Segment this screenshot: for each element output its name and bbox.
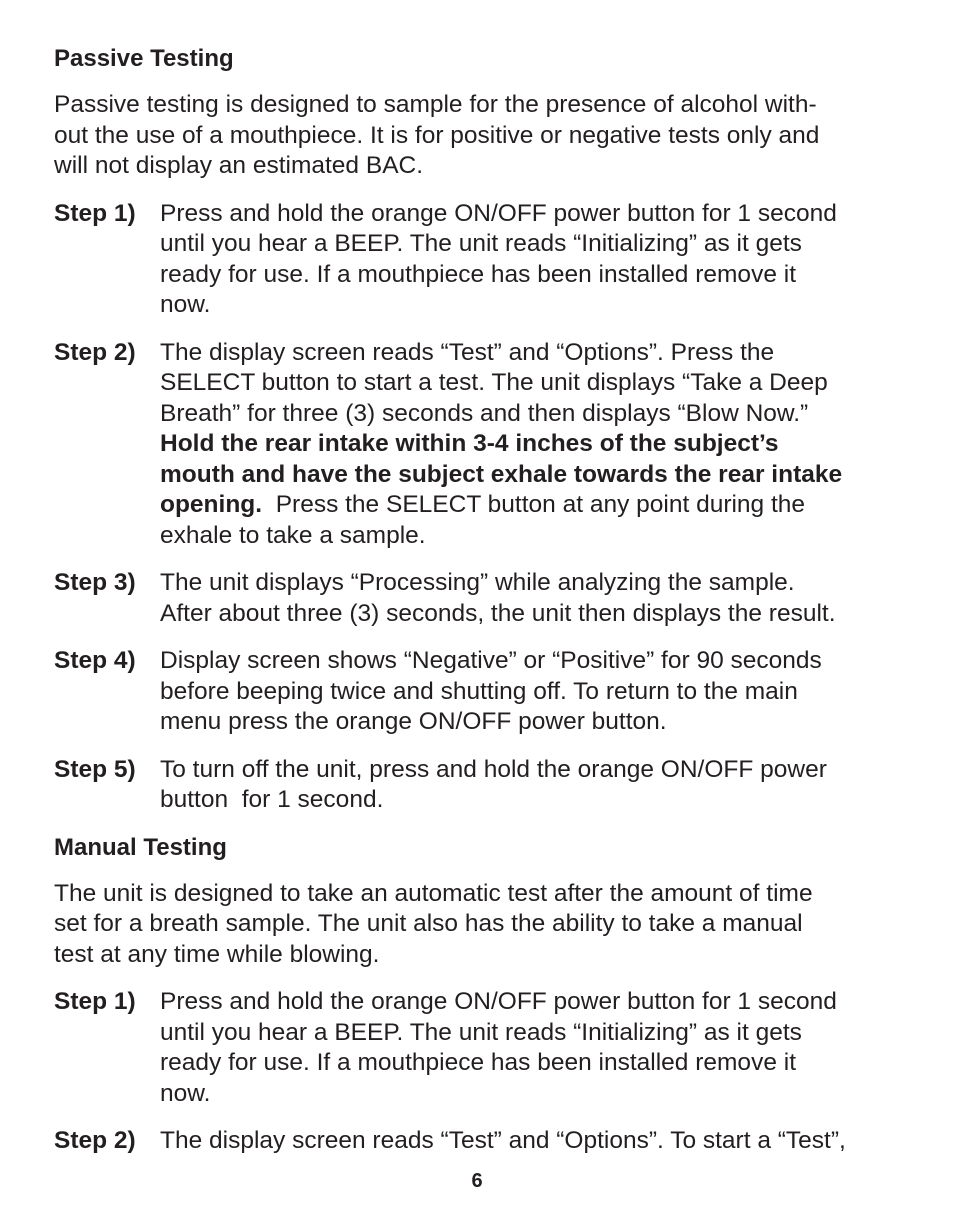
text-line: menu press the orange ON/OFF power button. xyxy=(160,708,667,735)
step-label: Step 4) xyxy=(54,647,136,674)
step-label: Step 2) xyxy=(54,338,136,366)
text-line: The display screen reads “Test” and “Options”. Press the xyxy=(160,338,775,366)
text-line: SELECT button to start a test. The unit displays “Take a Deep xyxy=(160,369,828,396)
section-heading-manual-testing: Manual Testing xyxy=(54,833,227,861)
bold-text-line: mouth and have the subject exhale towards the rear intake xyxy=(160,460,843,488)
text-line: until you hear a BEEP. The unit reads “Initializing” as it gets xyxy=(160,1018,802,1046)
step-label: Step 2) xyxy=(54,1127,136,1154)
manual-step-1 xyxy=(54,987,914,1109)
text-line: test at any time while blowing. xyxy=(54,940,380,968)
passive-step-5 xyxy=(54,755,914,816)
passive-step-3 xyxy=(54,568,914,629)
text-line: ready for use. If a mouthpiece has been installed remove it xyxy=(160,260,796,288)
text-line: now. xyxy=(160,1079,211,1107)
step-label: Step 5) xyxy=(54,755,136,783)
bold-text: opening. xyxy=(160,491,263,518)
passive-step-4 xyxy=(54,646,914,738)
bold-text-line: Hold the rear intake within 3-4 inches of the subject’s xyxy=(160,430,779,457)
passive-step-1 xyxy=(54,199,914,321)
text-line: out the use of a mouthpiece. It is for positive or negative tests only and xyxy=(54,121,820,149)
text-line: Breath” for three (3) seconds and then displays “Blow Now.” xyxy=(160,399,809,427)
text-line: now. xyxy=(160,291,211,318)
text-line: The unit is designed to take an automatic test after the amount of time xyxy=(54,879,813,907)
text-line: The display screen reads “Test” and “Options”. To start a “Test”, xyxy=(160,1127,846,1154)
mixed-text-line xyxy=(160,490,914,521)
text-line: until you hear a BEEP. The unit reads “Initializing” as it gets xyxy=(160,230,802,257)
passive-step-2 xyxy=(54,338,914,552)
regular-text: Press the SELECT button at any point during the xyxy=(262,491,806,518)
step-label: Step 1) xyxy=(54,988,136,1015)
text-line: exhale to take a sample. xyxy=(160,521,426,549)
text-line: Display screen shows “Negative” or “Positive” for 90 seconds xyxy=(160,647,822,674)
section-heading-passive-testing: Passive Testing xyxy=(54,45,234,72)
manual-page xyxy=(54,44,914,1174)
page-number: 6 xyxy=(471,1170,483,1192)
step-label: Step 1) xyxy=(54,199,136,227)
manual-intro-paragraph xyxy=(54,879,914,971)
text-line: Passive testing is designed to sample for the presence of alcohol with- xyxy=(54,91,817,118)
text-line: ready for use. If a mouthpiece has been installed remove it xyxy=(160,1049,796,1076)
step-label: Step 3) xyxy=(54,569,136,596)
text-line: Press and hold the orange ON/OFF power button for 1 second xyxy=(160,199,837,227)
text-line: Press and hold the orange ON/OFF power button for 1 second xyxy=(160,988,837,1015)
text-line: set for a breath sample. The unit also has the ability to take a manual xyxy=(54,910,803,937)
text-line: After about three (3) seconds, the unit then displays the result. xyxy=(160,599,836,627)
text-line: The unit displays “Processing” while analyzing the sample. xyxy=(160,569,795,596)
text-line: will not display an estimated BAC. xyxy=(54,152,424,179)
passive-intro-paragraph xyxy=(54,90,914,182)
text-line: To turn off the unit, press and hold the orange ON/OFF power xyxy=(160,755,827,783)
text-line: button for 1 second. xyxy=(160,786,384,813)
manual-step-2 xyxy=(54,1126,914,1157)
text-line: before beeping twice and shutting off. To return to the main xyxy=(160,677,798,705)
